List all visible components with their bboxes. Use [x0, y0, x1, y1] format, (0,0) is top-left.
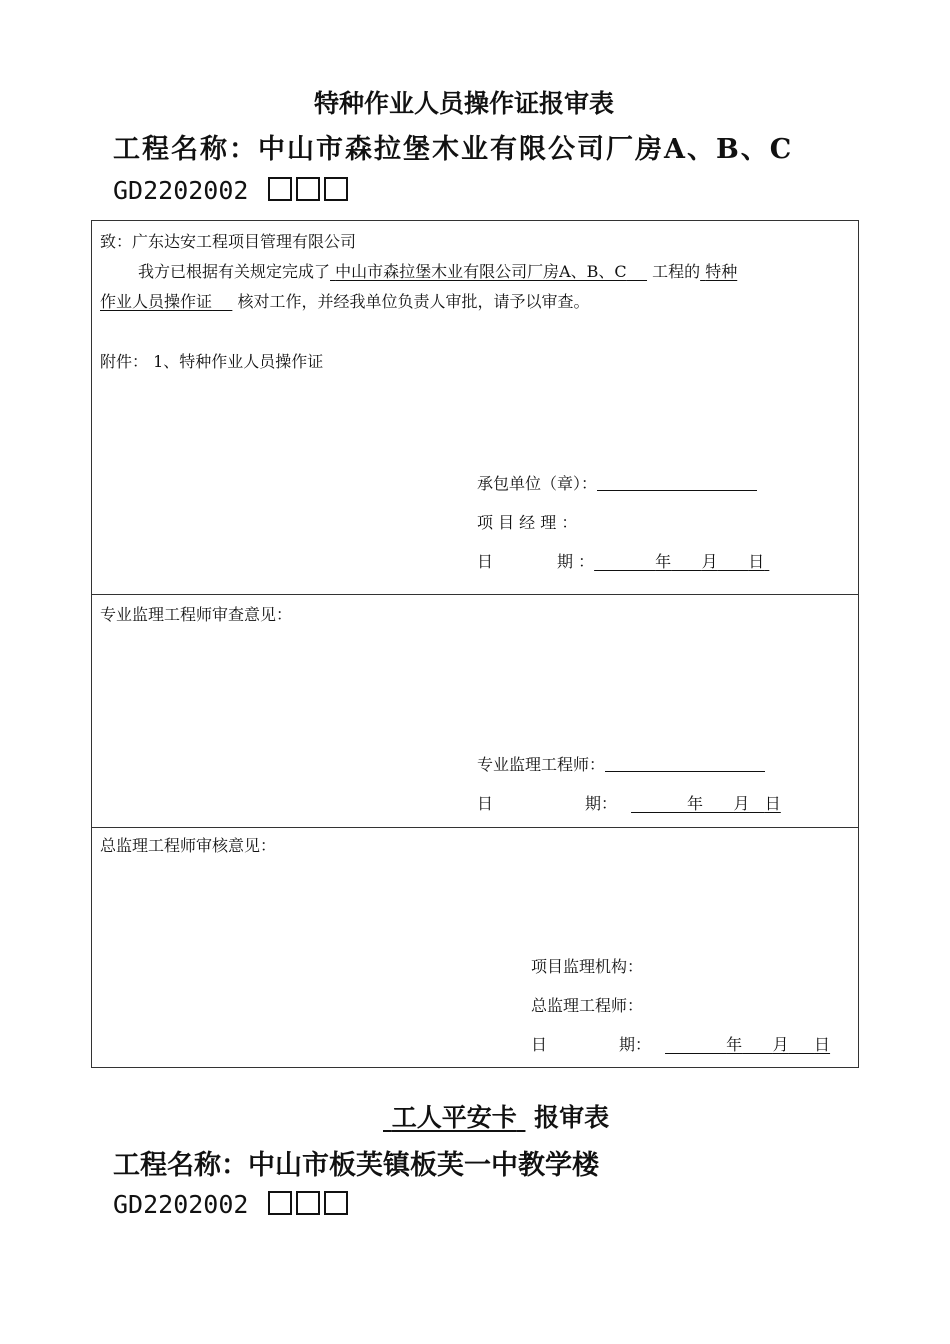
form2-title-rest: 报审表 — [534, 1103, 610, 1132]
checkbox-icon — [324, 1191, 348, 1215]
body-prefix: 我方已根据有关规定完成了 — [138, 262, 331, 281]
date-line-2: 日 期： 年 月 日 — [477, 794, 781, 813]
form2-code-line — [113, 1190, 348, 1219]
contractor-label: 承包单位（章）： — [477, 474, 598, 493]
application-body-line1 — [138, 259, 737, 282]
contractor-signature-line — [477, 471, 757, 494]
date-blank-2: 年 月 日 — [686, 794, 781, 813]
form2-code: GD2202002 — [113, 1190, 249, 1219]
chief-opinion-label: 总监理工程师审核意见： — [100, 836, 277, 855]
form2-project-line: 工程名称：中山市板芙镇板芙一中教学楼 — [113, 1150, 599, 1181]
org-label: 项目监理机构： — [531, 957, 644, 976]
form-title: 特种作业人员操作证报审表 — [314, 89, 615, 118]
chief-review-section — [91, 827, 859, 1068]
checkbox-icon — [268, 177, 292, 201]
form-code-line — [113, 176, 348, 205]
engineer-review-section — [91, 594, 859, 828]
pm-label: 项 目 经 理 ： — [477, 513, 578, 532]
form-code: GD2202002 — [113, 176, 249, 205]
body-item-b: 作业人员操作证 — [100, 292, 213, 311]
engineer-label: 专业监理工程师： — [477, 755, 606, 774]
engineer-opinion-label: 专业监理工程师审查意见： — [100, 605, 293, 624]
engineer-blank — [605, 756, 765, 772]
body-item-a: 特种 — [705, 262, 738, 281]
engineer-signature-line — [477, 752, 765, 775]
date-line: 日 期 ： 年 月 日 — [477, 549, 769, 572]
application-section — [91, 220, 859, 595]
date-line-3: 日 期： 年 月 日 — [531, 1035, 831, 1054]
checkbox-icon — [296, 1191, 320, 1215]
checkbox-icon — [296, 177, 320, 201]
form2-title — [383, 1098, 609, 1134]
form2-title-underlined: 工人平安卡 — [391, 1103, 517, 1132]
body-mid: 工程的 — [652, 262, 701, 281]
attachment-line: 附件： 1、特种作业人员操作证 — [100, 352, 324, 371]
chief-label: 总监理工程师： — [531, 996, 644, 1015]
checkbox-icon — [324, 177, 348, 201]
date-blank-3: 年 月 日 — [726, 1035, 831, 1054]
body-project: 中山市森拉堡木业有限公司厂房A、B、C — [335, 262, 627, 281]
body-suffix: 核对工作，并经我单位负责人审批，请予以审查。 — [237, 292, 590, 311]
contractor-blank — [597, 475, 757, 491]
application-body-line2 — [100, 289, 589, 312]
project-name-line: 工程名称：中山市森拉堡木业有限公司厂房A、B、C — [113, 134, 794, 165]
checkbox-icon — [268, 1191, 292, 1215]
date-blank: 年 月 日 — [655, 552, 765, 571]
addressee: 致：广东达安工程项目管理有限公司 — [100, 232, 357, 251]
